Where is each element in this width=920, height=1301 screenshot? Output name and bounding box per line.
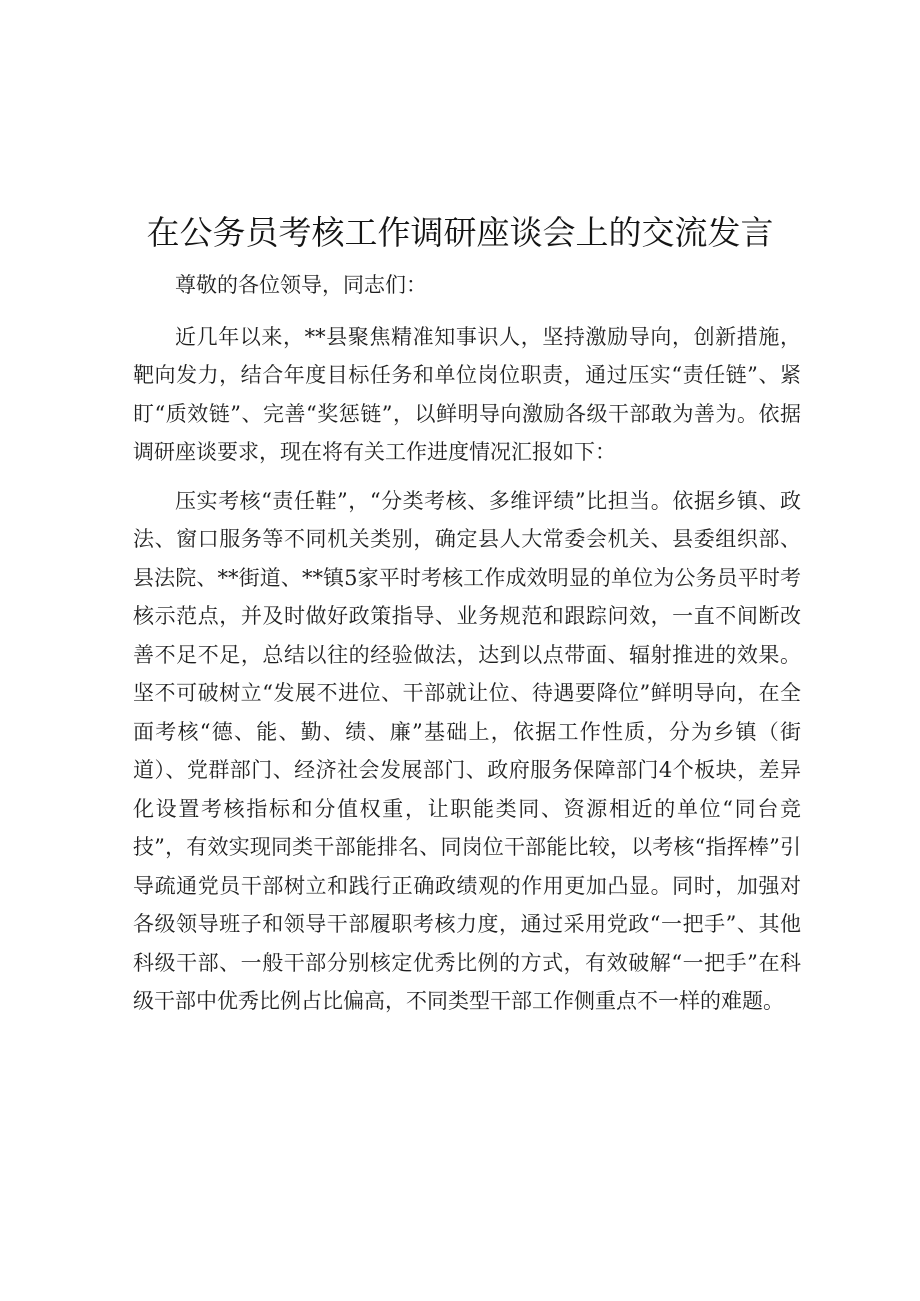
paragraph-intro: 近几年以来，**县聚焦精准知事识人，坚持激励导向，创新措施，靶向发力，结合年度目标任务和单位岗位职责，通过压实“责任链”、紧盯“质效链”、完善“奖惩链”，以鲜明导向激励各级干部敢为善为。依据调研座谈要求，现在将有关工作进度情况汇报如下： <box>133 324 801 464</box>
document-body <box>133 266 801 1021</box>
greeting-line: 尊敬的各位领导，同志们： <box>175 273 427 297</box>
paragraph-assessment: 压实考核“责任鞋”，“分类考核、多维评绩”比担当。依据乡镇、政法、窗口服务等不同机关类别，确定县人大常委会机关、县委组织部、县法院、**街道、**镇5家平时考核工作成效明显的单位为公务员平时考核示范点，并及时做好政策指导、业务规范和跟踪问效，一直不间断改善不足不足，总结以往的经验做法，达到以点带面、辐射推进的效果。坚不可破树立“发展不进位、干部就让位、待遇要降位”鲜明导向，在全面考核“德、能、勤、绩、廉”基础上，依据工作性质，分为乡镇（街道）、党群部门、经济社会发展部门、政府服务保障部门4个板块，差异化设置考核指标和分值权重，让职能类同、资源相近的单位“同台竞技”，有效实现同类干部能排名、同岗位干部能比较，以考核“指挥棒”引导疏通党员干部树立和践行正确政绩观的作用更加凸显。同时，加强对各级领导班子和领导干部履职考核力度，通过采用党政“一把手”、其他科级干部、一般干部分别核定优秀比例的方式，有效破解“一把手”在科级干部中优秀比例占比偏高，不同类型干部工作侧重点不一样的难题。 <box>133 488 801 1013</box>
document-title: 在公务员考核工作调研座谈会上的交流发言 <box>146 213 774 252</box>
